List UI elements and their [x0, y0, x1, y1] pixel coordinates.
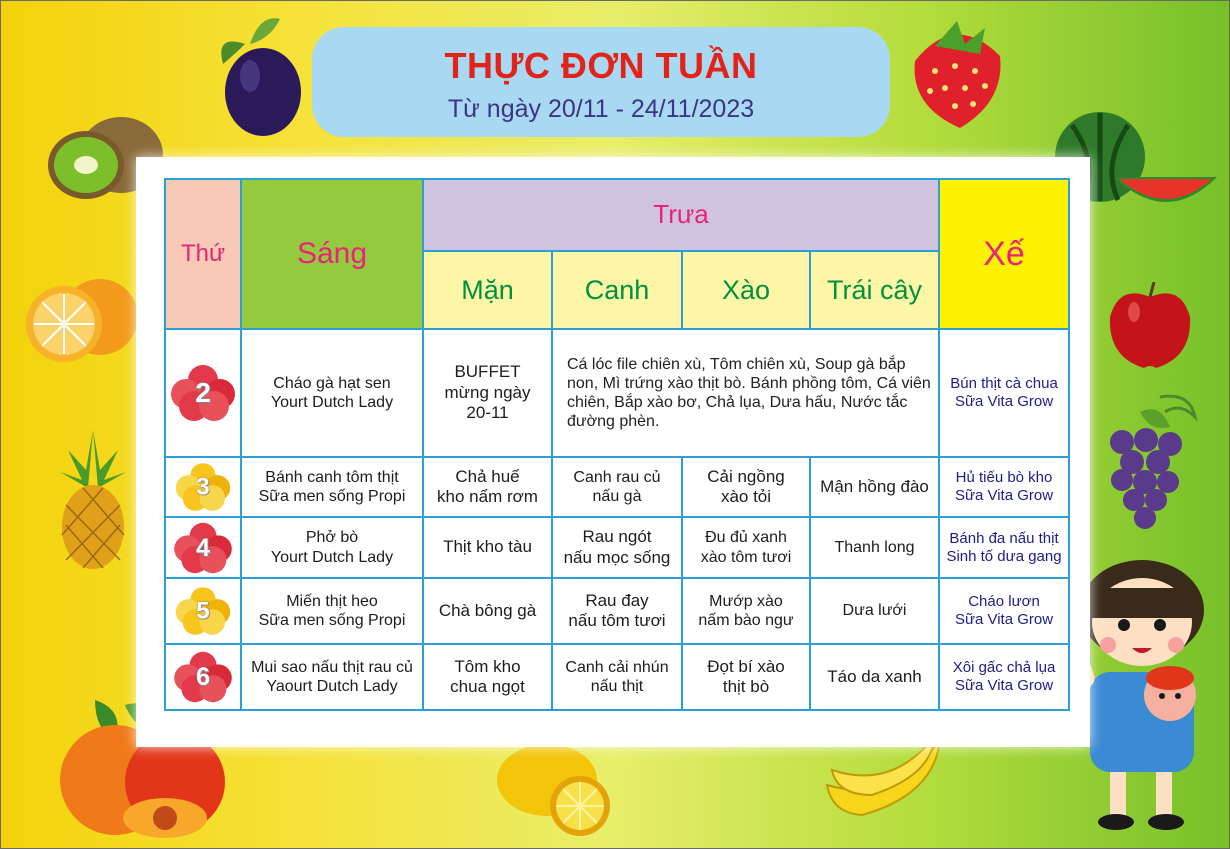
stirfry-cell	[682, 457, 810, 517]
snack-cell	[939, 329, 1069, 457]
hibiscus-red-icon	[171, 365, 235, 421]
savory-line: chua ngọt	[450, 677, 525, 696]
fruit-cell: Thanh long	[810, 517, 939, 578]
header-day: Thứ	[165, 179, 241, 329]
savory-cell	[423, 578, 552, 644]
day-number: 3	[196, 473, 210, 500]
day-cell	[165, 329, 241, 457]
header-stirfry: Xào	[682, 251, 810, 329]
stirfry-cell	[682, 644, 810, 710]
savory-line: 20-11	[466, 403, 509, 423]
stirfry-line: Mướp xào	[709, 592, 783, 610]
savory-line: kho nấm rơm	[437, 487, 538, 506]
table-row	[165, 457, 1069, 517]
breakfast-line: Cháo gà hạt sen	[273, 374, 391, 392]
breakfast-cell	[241, 457, 423, 517]
breakfast-line: Bánh canh tôm thịt	[265, 468, 399, 486]
snack-line: Sinh tố dưa gang	[946, 547, 1062, 565]
soup-line: Canh rau củ	[573, 468, 661, 486]
snack-line: Sữa Vita Grow	[954, 487, 1054, 504]
fruit-cell: Mận hồng đào	[810, 457, 939, 517]
snack-cell	[939, 644, 1069, 710]
day-number: 4	[195, 533, 211, 561]
snack-line: Sữa Vita Grow	[954, 677, 1054, 694]
soup-line: Rau đay	[585, 590, 649, 610]
breakfast-line: Mui sao nấu thịt rau củ	[251, 658, 413, 676]
breakfast-cell	[241, 517, 423, 578]
header-fruit: Trái cây	[810, 251, 939, 329]
title-banner	[312, 27, 890, 137]
snack-line: Bún thịt cà chua	[950, 375, 1058, 392]
hibiscus-yellow-icon	[176, 587, 230, 635]
header-breakfast: Sáng	[241, 179, 423, 329]
breakfast-cell	[241, 578, 423, 644]
breakfast-line: Phở bò	[305, 529, 359, 547]
orange-icon	[22, 272, 140, 367]
savory-line: Chả huế	[455, 466, 520, 486]
snack-line: Sữa Vita Grow	[954, 393, 1054, 410]
soup-cell	[552, 644, 682, 710]
header-snack: Xế	[939, 179, 1069, 329]
table-row	[165, 517, 1069, 578]
plum-icon	[205, 14, 305, 139]
day-cell	[165, 517, 241, 578]
fruit-cell: Dưa lưới	[810, 578, 939, 644]
soup-line: nấu thịt	[590, 678, 644, 695]
day-number: 5	[196, 597, 210, 624]
savory-line: Tôm kho	[454, 656, 521, 676]
stirfry-cell	[682, 578, 810, 644]
apple-icon	[1106, 282, 1194, 372]
snack-line: Bánh đa nấu thịt	[949, 529, 1059, 547]
lemon-icon	[492, 738, 627, 838]
soup-line: nấu tôm tươi	[568, 611, 666, 630]
breakfast-line: Yourt Dutch Lady	[270, 548, 394, 566]
breakfast-line: Sữa men sống Propi	[258, 488, 406, 505]
savory-cell	[423, 644, 552, 710]
soup-line: nấu gà	[592, 488, 642, 505]
savory-cell	[423, 517, 552, 578]
header-lunch: Trưa	[423, 179, 939, 251]
soup-line: Canh cải nhún	[565, 658, 669, 676]
breakfast-line: Sữa men sống Propi	[258, 612, 406, 629]
breakfast-line: Yourt Dutch Lady	[270, 394, 394, 411]
snack-line: Hủ tiếu bò kho	[955, 469, 1053, 486]
stirfry-line: Đọt bí xào	[707, 656, 785, 676]
soup-line: Rau ngót	[582, 527, 652, 547]
day-cell	[165, 644, 241, 710]
date-range: Từ ngày 20/11 - 24/11/2023	[447, 95, 755, 123]
hibiscus-yellow-icon	[176, 463, 230, 511]
savory-line: Thịt kho tàu	[443, 537, 532, 557]
menu-table	[164, 178, 1070, 711]
hibiscus-red-icon	[174, 522, 232, 572]
buffet-description: Cá lóc file chiên xù, Tôm chiên xù, Soup gà bắp non, Mì trứng xào thịt bò. Bánh phồng tôm, Cá viên chiên, Bắp xào bơ, Chả lụa, Dưa hấu, Nước tắc đường phèn.	[552, 329, 939, 457]
snack-cell	[939, 517, 1069, 578]
fruit-cell: Táo da xanh	[810, 644, 939, 710]
savory-line: Chà bông gà	[438, 600, 537, 620]
soup-cell	[552, 457, 682, 517]
grapes-icon	[1100, 392, 1200, 532]
stirfry-line: nấm bào ngư	[698, 612, 794, 629]
stirfry-line: xào tôm tươi	[700, 548, 792, 566]
snack-cell	[939, 457, 1069, 517]
savory-cell	[423, 457, 552, 517]
stirfry-line: Đu đủ xanh	[705, 529, 787, 547]
savory-cell	[423, 329, 552, 457]
snack-line: Xôi gấc chả lụa	[952, 659, 1056, 676]
day-number: 2	[195, 377, 211, 408]
snack-line: Cháo lươn	[968, 593, 1040, 610]
breakfast-cell	[241, 329, 423, 457]
table-row	[165, 578, 1069, 644]
soup-cell	[552, 517, 682, 578]
stirfry-line: thịt bò	[722, 677, 770, 696]
stirfry-cell	[682, 517, 810, 578]
day-number: 6	[195, 662, 211, 691]
stirfry-line: xào tỏi	[720, 487, 772, 506]
table-row	[165, 329, 1069, 457]
savory-line: BUFFET	[454, 362, 521, 382]
breakfast-line: Yaourt Dutch Lady	[266, 678, 398, 695]
snack-cell	[939, 578, 1069, 644]
snack-line: Sữa Vita Grow	[954, 611, 1054, 628]
breakfast-line: Miến thịt heo	[286, 592, 378, 610]
hibiscus-red-icon	[174, 652, 232, 702]
pineapple-icon	[58, 430, 128, 570]
page-title: THỰC ĐƠN TUẦN	[444, 45, 758, 86]
day-cell	[165, 457, 241, 517]
savory-line: mừng ngày	[444, 382, 531, 402]
header-savory: Mặn	[423, 251, 552, 329]
day-cell	[165, 578, 241, 644]
header-soup: Canh	[552, 251, 682, 329]
soup-cell	[552, 578, 682, 644]
strawberry-icon	[905, 16, 1010, 131]
breakfast-cell	[241, 644, 423, 710]
stirfry-line: Cải ngồng	[707, 466, 785, 486]
table-row	[165, 644, 1069, 710]
banana-icon	[822, 735, 952, 820]
soup-line: nấu mọc sống	[563, 547, 671, 567]
